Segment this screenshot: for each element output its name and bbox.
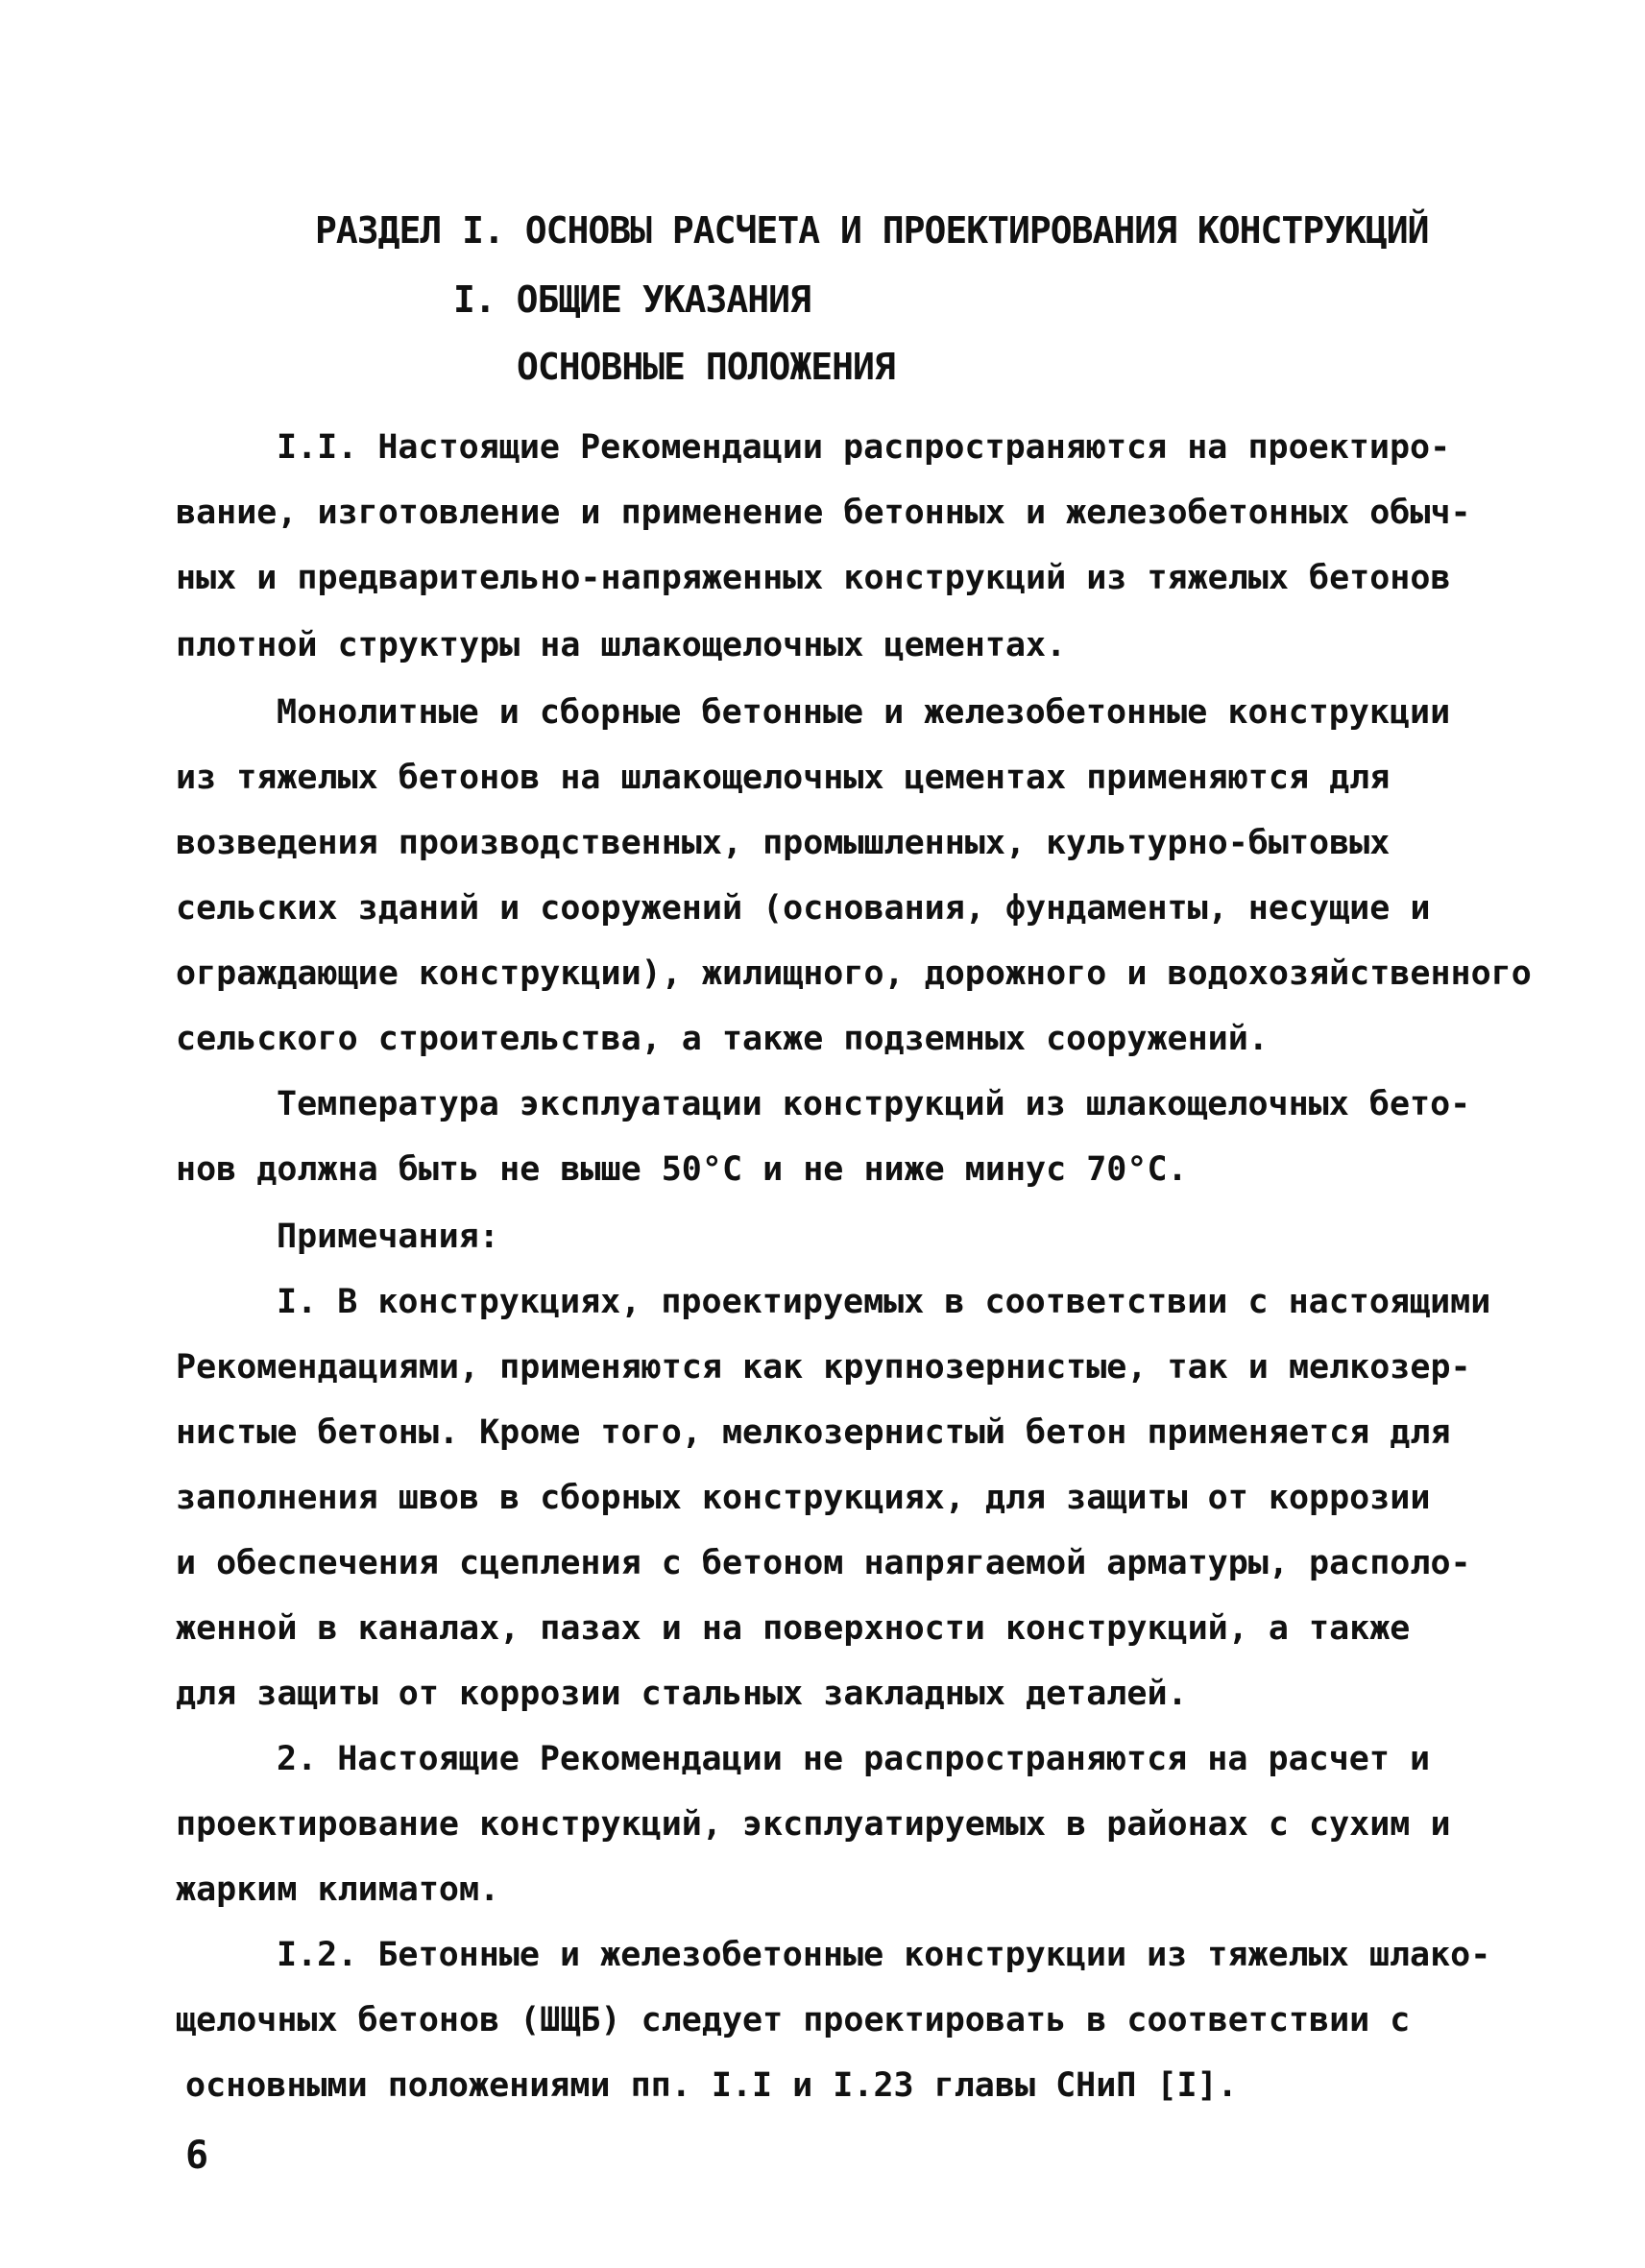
text-line: нов должна быть не выше 50°С и не ниже минус 70°С. xyxy=(176,1150,1188,1189)
text-line: I.2. Бетонные и железобетонные конструкции из тяжелых шлако- xyxy=(277,1936,1491,1974)
text-line: плотной структуры на шлакощелочных цементах. xyxy=(176,626,1067,664)
text-line: щелочных бетонов (ШЩБ) следует проектировать в соответствии с xyxy=(176,2001,1411,2039)
text-line: I.I. Настоящие Рекомендации распространяются на проектиро- xyxy=(277,428,1451,467)
text-line: возведения производственных, промышленных, культурно-бытовых xyxy=(176,824,1391,862)
section-heading: РАЗДЕЛ I. ОСНОВЫ РАСЧЕТА И ПРОЕКТИРОВАНИЯ КОНСТРУКЦИЙ xyxy=(315,209,1429,252)
text-line: и обеспечения сцепления с бетоном напрягаемой арматуры, располо- xyxy=(176,1544,1471,1582)
text-line: проектирование конструкций, эксплуатируемых в районах с сухим и xyxy=(176,1805,1451,1844)
text-line: для защиты от коррозии стальных закладных деталей. xyxy=(176,1675,1188,1713)
text-line: женной в каналах, пазах и на поверхности конструкций, а также xyxy=(176,1609,1411,1648)
text-line: ограждающие конструкции), жилищного, дорожного и водохозяйственного xyxy=(176,954,1532,993)
text-line: Температура эксплуатации конструкций из шлакощелочных бето- xyxy=(277,1085,1471,1123)
text-line: из тяжелых бетонов на шлакощелочных цементах применяются для xyxy=(176,759,1391,797)
chapter-heading: I. ОБЩИЕ УКАЗАНИЯ xyxy=(453,278,810,321)
text-line: I. В конструкциях, проектируемых в соответствии с настоящими xyxy=(277,1283,1491,1321)
text-line: сельских зданий и сооружений (основания, фундаменты, несущие и xyxy=(176,889,1431,928)
text-line: ных и предварительно-напряженных конструкций из тяжелых бетонов xyxy=(176,559,1451,597)
text-line: вание, изготовление и применение бетонных и железобетонных обыч- xyxy=(176,494,1471,532)
text-line: 2. Настоящие Рекомендации не распространяются на расчет и xyxy=(277,1740,1431,1778)
text-line: заполнения швов в сборных конструкциях, для защиты от коррозии xyxy=(176,1479,1431,1517)
subchapter-heading: ОСНОВНЫЕ ПОЛОЖЕНИЯ xyxy=(517,346,895,388)
text-line: жарким климатом. xyxy=(176,1870,500,1909)
text-line: нистые бетоны. Кроме того, мелкозернистый бетон применяется для xyxy=(176,1413,1451,1452)
notes-label: Примечания: xyxy=(277,1218,499,1256)
text-line: основными положениями пп. I.I и I.23 главы СНиП [I]. xyxy=(185,2066,1238,2105)
page-number: 6 xyxy=(185,2134,209,2178)
text-line: Монолитные и сборные бетонные и железобетонные конструкции xyxy=(277,693,1451,732)
text-line: Рекомендациями, применяются как крупнозернистые, так и мелкозер- xyxy=(176,1348,1471,1387)
text-line: сельского строительства, а также подземных сооружений. xyxy=(176,1020,1269,1058)
